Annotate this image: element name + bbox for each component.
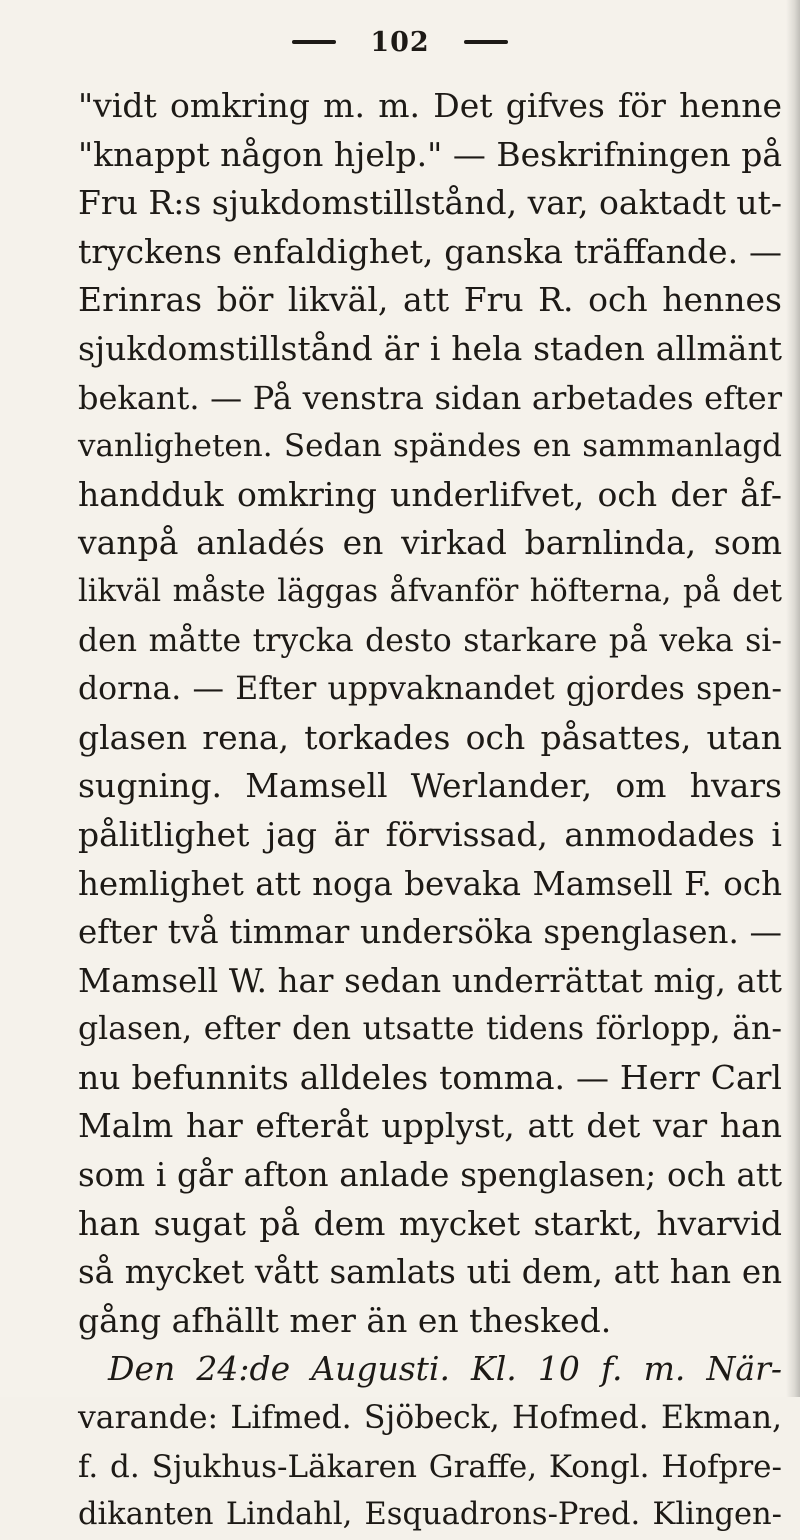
text-line: han sugat på dem mycket starkt, hvarvid (78, 1203, 782, 1243)
text-line: vanligheten. Sedan spändes en sammanlagd (78, 428, 782, 465)
header-dash-left (292, 40, 336, 44)
text-line: Mamsell W. har sedan underrättat mig, att (78, 961, 782, 1000)
text-line: dikanten Lindahl, Esquadrons-Pred. Klingen- (78, 1497, 782, 1533)
text-line: hemlighet att noga bevaka Mamsell F. och (78, 864, 782, 903)
page-header (0, 22, 800, 62)
text-line: "knappt någon hjelp." — Beskrifningen på (78, 134, 782, 174)
text-line: sugning. Mamsell Werlander, om hvars (78, 766, 782, 806)
text-line: dorna. — Efter uppvaknandet gjordes spen- (78, 671, 782, 708)
text-line: Malm har efteråt upplyst, att det var han (78, 1106, 782, 1146)
text-line: bekant. — På venstra sidan arbetades efter (78, 378, 782, 417)
text-line: vanpå anladés en virkad barnlinda, som (78, 523, 782, 563)
body-text (78, 82, 782, 1540)
text-line: tryckens enfaldighet, ganska träffande. — (78, 231, 782, 271)
header-dash-right (464, 40, 508, 44)
text-line: pålitlighet jag är förvissad, anmodades i (78, 814, 782, 854)
text-line: som i går afton anlade spenglasen; och att (78, 1156, 782, 1195)
page-number: 102 (370, 26, 430, 58)
page-edge-shadow (786, 0, 800, 1397)
text-line: handduk omkring underlifvet, och der åf- (78, 474, 782, 514)
text-line: likväl måste läggas åfvanför höfterna, på det (78, 573, 782, 609)
text-line-dated-entry: Den 24:de Augusti. Kl. 10 f. m. När- (108, 1349, 782, 1389)
text-line: sjukdomstillstånd är i hela staden allmänt (78, 328, 782, 368)
text-line: Erinras bör likväl, att Fru R. och hennes (78, 280, 782, 320)
text-line: "vidt omkring m. m. Det gifves för henne (78, 86, 782, 125)
text-line: nu befunnits alldeles tomma. — Herr Carl (78, 1057, 782, 1097)
text-line: varande: Lifmed. Sjöbeck, Hofmed. Ekman, (78, 1400, 782, 1437)
text-line: efter två timmar undersöka spenglasen. — (78, 913, 782, 952)
text-line: f. d. Sjukhus-Läkaren Graffe, Kongl. Hofpre- (78, 1448, 782, 1485)
text-line: den måtte trycka desto starkare på veka si- (78, 622, 782, 659)
text-line: glasen rena, torkades och påsattes, utan (78, 717, 782, 757)
text-line: glasen, efter den utsatte tidens förlopp, än- (78, 1011, 782, 1048)
text-line: Fru R:s sjukdomstillstånd, var, oaktadt ut- (78, 183, 783, 223)
text-line-paragraph-end: gång afhällt mer än en thesked. (78, 1300, 612, 1340)
text-line: så mycket vått samlats uti dem, att han en (78, 1253, 782, 1292)
